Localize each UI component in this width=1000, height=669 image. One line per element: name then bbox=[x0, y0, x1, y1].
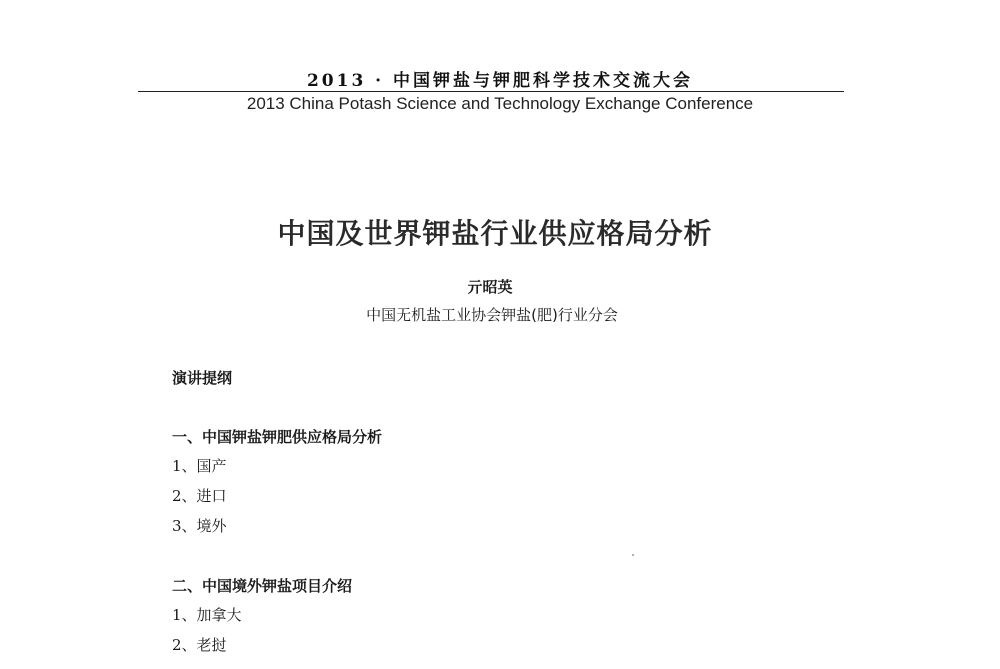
outline-section-1 bbox=[172, 427, 382, 541]
outline-section-2 bbox=[172, 576, 352, 660]
section-item: 2、老挝 bbox=[172, 636, 227, 654]
document-title: 中国及世界钾盐行业供应格局分析 bbox=[277, 217, 713, 250]
author-affiliation: 中国无机盐工业协会钾盐(肥)行业分会 bbox=[366, 306, 618, 324]
section-item: 2、进口 bbox=[172, 487, 227, 505]
section-item: 1、国产 bbox=[172, 457, 227, 475]
outline-heading: 演讲提纲 bbox=[172, 369, 233, 387]
section-item: 1、加拿大 bbox=[172, 606, 242, 624]
conference-header-cn: 2013 · 中国钾盐与钾肥科学技术交流大会 bbox=[306, 71, 694, 91]
section-item: 3、境外 bbox=[172, 517, 227, 535]
scan-speck bbox=[632, 554, 634, 556]
section-title: 一、中国钾盐钾肥供应格局分析 bbox=[172, 428, 383, 446]
header-divider bbox=[138, 91, 844, 92]
conference-header-en: 2013 China Potash Science and Technology Exchange Conference bbox=[246, 94, 754, 113]
section-title: 二、中国境外钾盐项目介绍 bbox=[172, 577, 353, 595]
author-name: 亓昭英 bbox=[467, 278, 513, 296]
